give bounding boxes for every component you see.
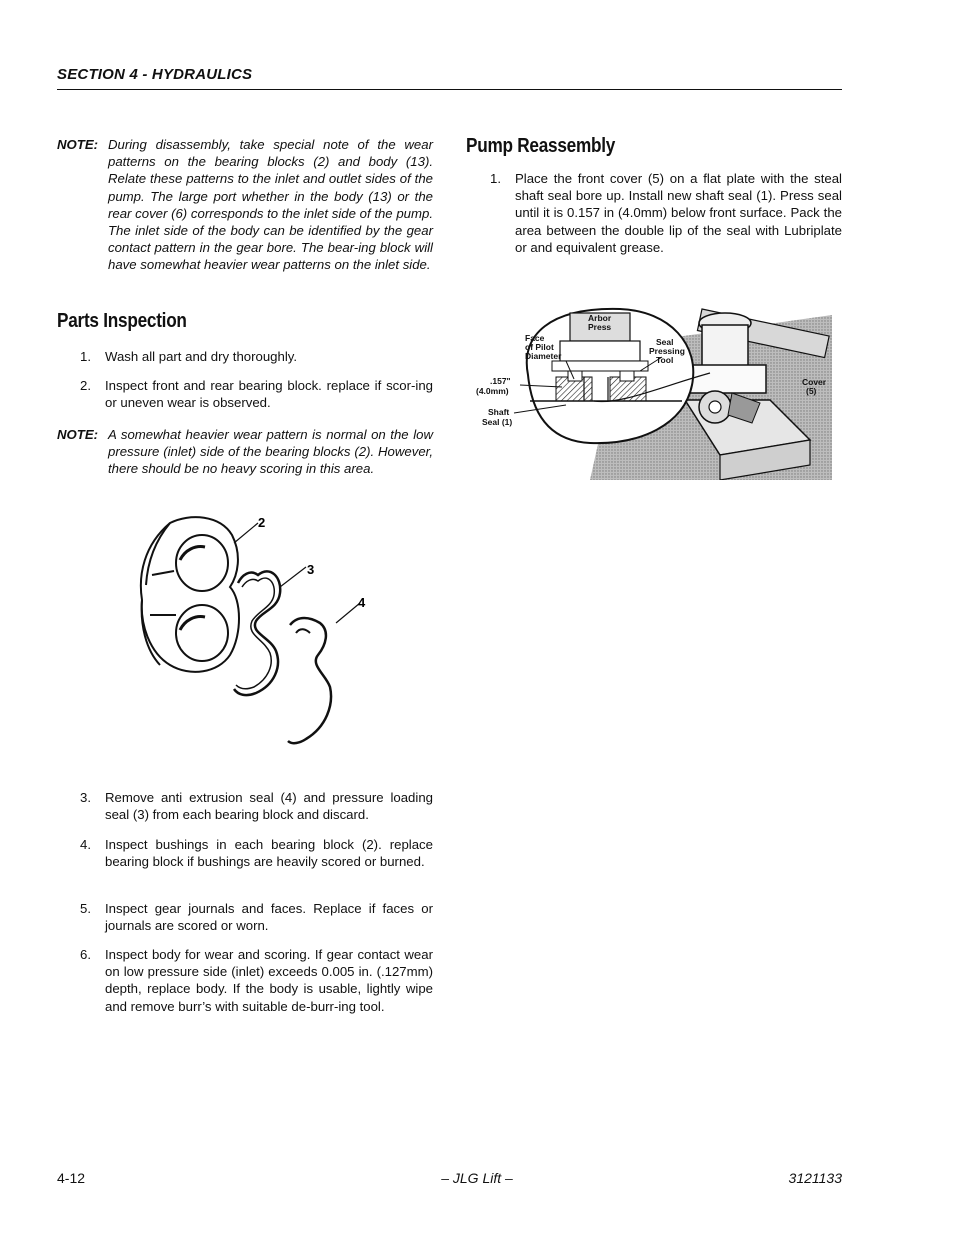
label-shaft: Shaft [488,407,510,417]
parts-inspection-heading-wrap [57,310,208,333]
callout-4: 4 [358,595,366,610]
label-cover-5: (5) [806,386,817,396]
list-item [80,836,433,890]
label-diameter: Diameter [525,351,562,361]
label-dim-mm: (4.0mm) [476,386,509,396]
list-item [80,789,433,825]
note-text: A somewhat heavier wear pattern is normal on the low pressure (inlet) side of the bearing blocks (2). However, there should be no heavy scoring in this area. [108,427,433,477]
callout-3: 3 [307,562,315,577]
header-rule [57,89,842,90]
pump-reassembly-heading: Pump Reassembly [466,135,616,157]
callout-2: 2 [258,515,266,530]
step-number: 6. [80,947,91,962]
note-label: NOTE: [57,137,99,152]
step-text: Inspect body for wear and scoring. If gear contact wear on low pressure side (inlet) exceeds 0.005 in. (.127mm) depth, replace body. If the body is usable, lightly wipe and remove burr’s with suitable de-burr-ing tool. [105,947,433,1014]
label-arbor: Arbor [588,313,612,323]
step-number: 4. [80,837,91,852]
step-text: Inspect gear journals and faces. Replace if faces or journals are scored or worn. [105,901,433,934]
label-press: Press [588,322,612,332]
seal-pressing-figure [470,305,832,480]
list-item [80,348,433,366]
bearing-block-figure [130,505,390,755]
note-label: NOTE: [57,427,99,442]
step-number: 2. [80,378,91,393]
list-item [80,946,433,1036]
pump-reassembly-heading-wrap [466,135,639,158]
label-cover: Cover [802,377,827,387]
step-number: 3. [80,790,91,805]
label-dim-in: .157" [490,376,511,386]
page-number: 4-12 [57,1170,86,1186]
list-item [490,170,842,260]
note-text: During disassembly, take special note of the wear patterns on the bearing blocks (2) and body (13). Relate these patterns to the inlet and outlet sides of the pump. The large port whether in the body (13) or the rear cover (6) corresponds to the inlet side of the pump. The inlet side of the body can be identified by the gear contact pattern in the gear bore. The bear-ing block will have somewhat heavier wear patterns on the inlet side. [108,137,433,273]
step-number: 1. [490,171,501,186]
label-of-pilot: of Pilot [525,342,554,352]
list-item [80,377,433,413]
step-text: Place the front cover (5) on a flat plate with the steal shaft seal bore up. Install new shaft seal (1). Press seal until it is 0.157 in (4.0mm) below front surface. Pack the area between the double lip of the seal with Lubriplate or and equivalent grease. [515,171,842,255]
step-number: 5. [80,901,91,916]
doc-number: 3121133 [788,1170,842,1186]
step-text: Inspect front and rear bearing block. replace if scor-ing or uneven wear is observed. [105,378,433,411]
step-number: 1. [80,349,91,364]
list-item [80,900,433,936]
step-text: Remove anti extrusion seal (4) and pressure loading seal (3) from each bearing block and discard. [105,790,433,823]
step-text: Inspect bushings in each bearing block (2). replace bearing block if bushings are heavily scored or burned. [105,837,433,870]
step-text: Wash all part and dry thoroughly. [105,349,298,364]
parts-inspection-heading: Parts Inspection [57,310,187,332]
section-header: SECTION 4 - HYDRAULICS [57,66,253,83]
footer-brand: – JLG Lift – [441,1170,513,1186]
note-wear-pattern [57,426,433,496]
label-pressing: Pressing [649,346,685,356]
note-disassembly [57,136,433,296]
label-seal-1: Seal (1) [482,417,513,427]
label-seal: Seal [656,337,674,347]
label-face: Face [525,333,545,343]
label-tool: Tool [656,355,674,365]
